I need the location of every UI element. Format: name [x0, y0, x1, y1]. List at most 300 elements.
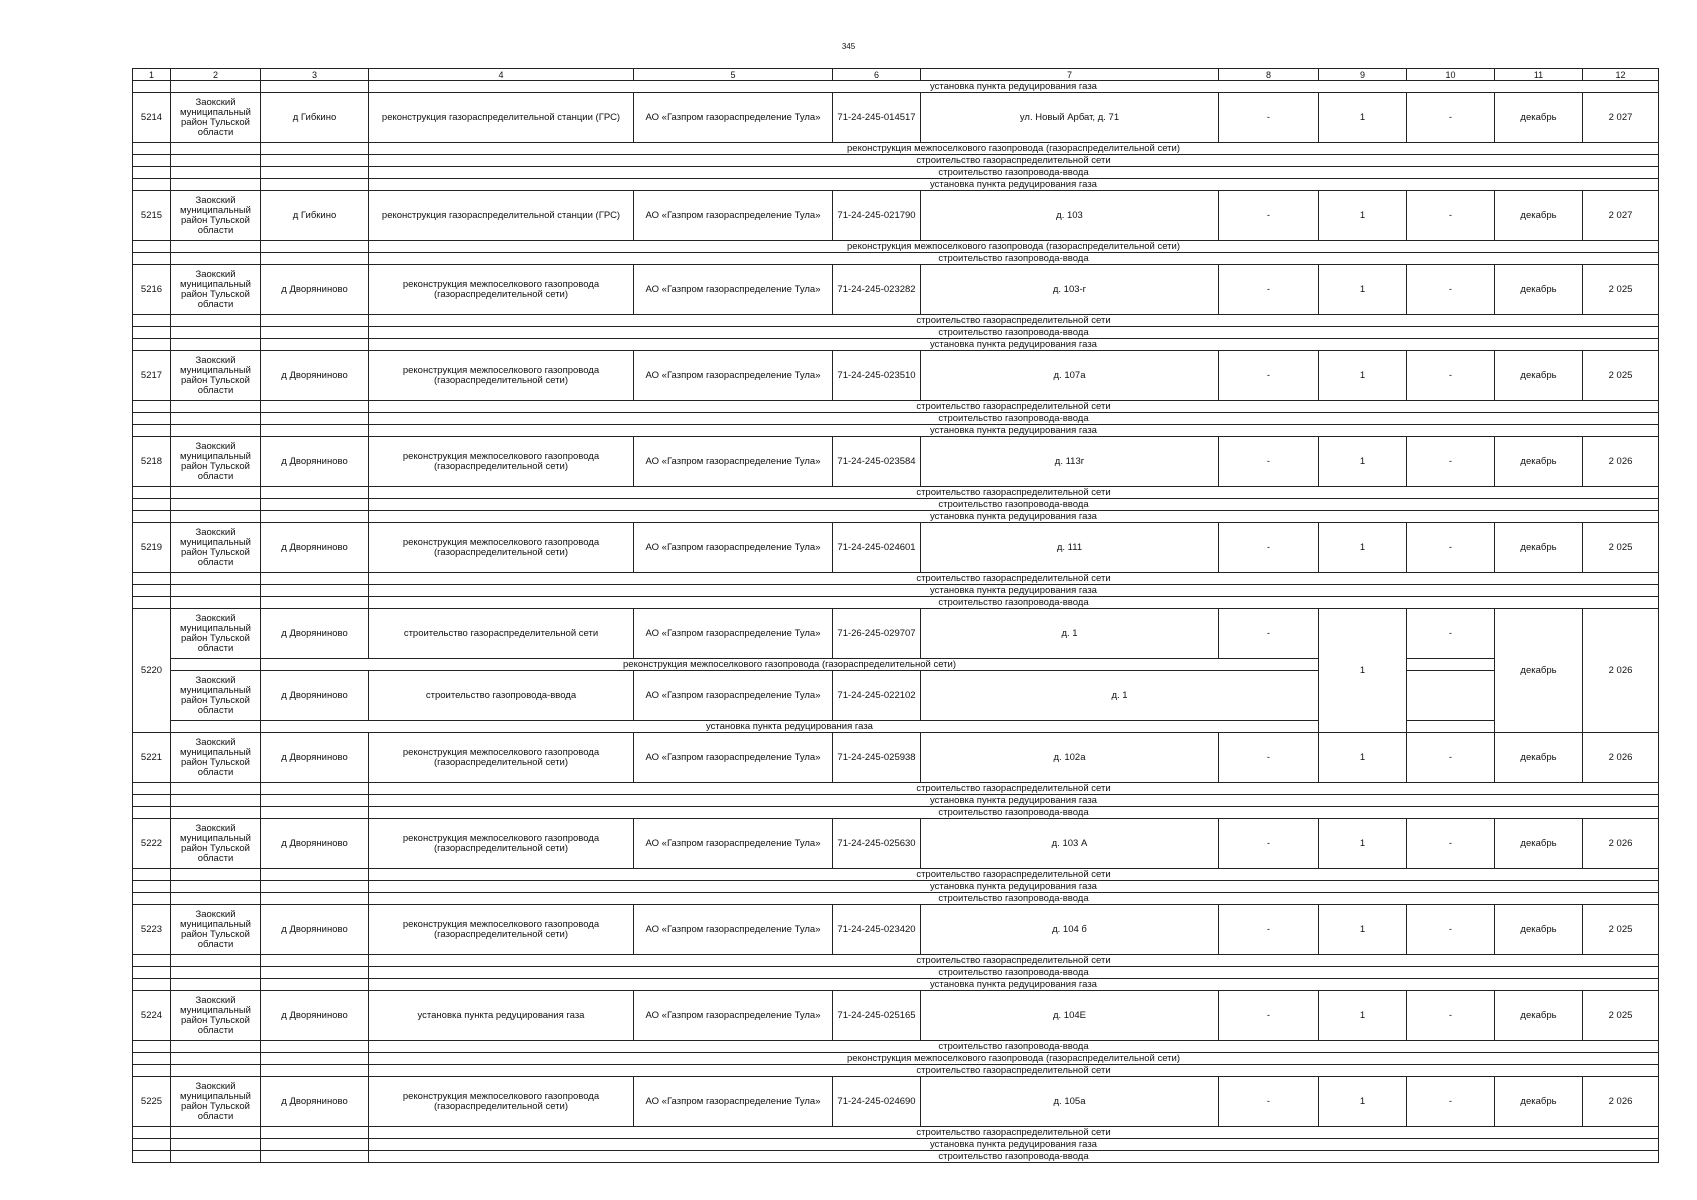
empty-cell [133, 979, 171, 991]
empty-cell [261, 167, 369, 179]
document-table-wrapper [132, 68, 1658, 1163]
work-description: установка пункта редуцирования газа [369, 81, 1659, 93]
work-type-cell: реконструкция газораспределительной станции (ГРС) [369, 93, 634, 143]
work-description: строительство газораспределительной сети [369, 155, 1659, 167]
region-cell: Заокский муниципальный район Тульской области [171, 905, 261, 955]
table-row [133, 93, 1659, 143]
work-row [133, 511, 1659, 523]
village-cell: д Дворяниново [261, 905, 369, 955]
col8-cell: - [1219, 437, 1319, 487]
village-cell: д Дворяниново [261, 437, 369, 487]
organization-cell: АО «Газпром газораспределение Тула» [634, 1077, 833, 1127]
empty-cell [133, 955, 171, 967]
work-row [133, 81, 1659, 93]
work-row [133, 659, 1659, 671]
empty-cell [171, 167, 261, 179]
work-row [133, 425, 1659, 437]
month-cell: декабрь [1495, 93, 1583, 143]
empty-cell [133, 499, 171, 511]
year-cell: 2 027 [1583, 191, 1659, 241]
col-header: 8 [1219, 69, 1319, 81]
col10-cell: - [1407, 93, 1495, 143]
empty-cell [261, 253, 369, 265]
empty-cell [171, 967, 261, 979]
col9-cell: 1 [1319, 991, 1407, 1041]
month-cell: декабрь [1495, 609, 1583, 733]
empty-cell [133, 155, 171, 167]
month-cell: декабрь [1495, 991, 1583, 1041]
empty-cell [171, 425, 261, 437]
empty-cell [133, 795, 171, 807]
table-row [133, 523, 1659, 573]
code-cell: 71-24-245-025938 [833, 733, 921, 783]
region-cell: Заокский муниципальный район Тульской области [171, 1077, 261, 1127]
empty-cell [171, 487, 261, 499]
empty-cell [261, 413, 369, 425]
work-description: строительство газопровода-ввода [369, 253, 1659, 265]
empty-cell [133, 1053, 171, 1065]
work-description: установка пункта редуцирования газа [369, 339, 1659, 351]
gasification-table [132, 68, 1659, 1163]
empty-cell [1407, 721, 1495, 733]
code-cell: 71-26-245-029707 [833, 609, 921, 659]
village-cell: д Дворяниново [261, 609, 369, 659]
empty-cell [261, 955, 369, 967]
work-row [133, 1053, 1659, 1065]
organization-cell: АО «Газпром газораспределение Тула» [634, 733, 833, 783]
col8-cell: - [1219, 191, 1319, 241]
year-cell: 2 026 [1583, 437, 1659, 487]
work-row [133, 339, 1659, 351]
empty-cell [133, 253, 171, 265]
address-cell: д. 107а [921, 351, 1219, 401]
work-description: реконструкция межпоселкового газопровода (газораспределительной сети) [369, 241, 1659, 253]
work-description: строительство газопровода-ввода [369, 1151, 1659, 1163]
work-description: установка пункта редуцирования газа [261, 721, 1319, 733]
empty-cell [133, 315, 171, 327]
code-cell: 71-24-245-025630 [833, 819, 921, 869]
code-cell: 71-24-245-021790 [833, 191, 921, 241]
empty-cell [171, 401, 261, 413]
col8-cell: - [1219, 265, 1319, 315]
empty-cell [261, 893, 369, 905]
address-cell: д. 104Е [921, 991, 1219, 1041]
empty-cell [133, 413, 171, 425]
region-cell: Заокский муниципальный район Тульской области [171, 991, 261, 1041]
work-description: строительство газораспределительной сети [369, 487, 1659, 499]
month-cell: декабрь [1495, 265, 1583, 315]
header-row [133, 69, 1659, 81]
col9-cell: 1 [1319, 265, 1407, 315]
empty-cell [133, 487, 171, 499]
empty-cell [261, 327, 369, 339]
work-row [133, 1151, 1659, 1163]
village-cell: д Дворяниново [261, 523, 369, 573]
organization-cell: АО «Газпром газораспределение Тула» [634, 905, 833, 955]
work-type-cell: реконструкция межпоселкового газопровода (газораспределительной сети) [369, 733, 634, 783]
region-cell: Заокский муниципальный район Тульской области [171, 523, 261, 573]
work-row [133, 979, 1659, 991]
empty-cell [261, 155, 369, 167]
empty-cell [133, 143, 171, 155]
empty-cell [133, 597, 171, 609]
address-cell: д. 1 [921, 609, 1219, 659]
work-type-cell: установка пункта редуцирования газа [369, 991, 634, 1041]
col10-cell: - [1407, 523, 1495, 573]
month-cell: декабрь [1495, 351, 1583, 401]
work-row [133, 487, 1659, 499]
month-cell: декабрь [1495, 191, 1583, 241]
work-description: установка пункта редуцирования газа [369, 1139, 1659, 1151]
empty-cell [133, 1151, 171, 1163]
page-number: 345 [841, 42, 856, 51]
col8-cell: - [1219, 905, 1319, 955]
col10-cell: - [1407, 437, 1495, 487]
col8-cell: - [1219, 991, 1319, 1041]
empty-cell [261, 869, 369, 881]
col10-cell: - [1407, 1077, 1495, 1127]
work-row [133, 143, 1659, 155]
empty-cell [171, 179, 261, 191]
code-cell: 71-24-245-025165 [833, 991, 921, 1041]
col9-cell: 1 [1319, 351, 1407, 401]
row-number: 5221 [133, 733, 171, 783]
work-type-cell: реконструкция межпоселкового газопровода (газораспределительной сети) [369, 265, 634, 315]
col-header: 10 [1407, 69, 1495, 81]
work-row [133, 1139, 1659, 1151]
empty-cell [171, 869, 261, 881]
month-cell: декабрь [1495, 733, 1583, 783]
col10-cell: - [1407, 609, 1495, 659]
col10-cell: - [1407, 733, 1495, 783]
table-row [133, 191, 1659, 241]
empty-cell [133, 511, 171, 523]
organization-cell: АО «Газпром газораспределение Тула» [634, 351, 833, 401]
work-description: строительство газопровода-ввода [369, 1041, 1659, 1053]
year-cell: 2 025 [1583, 351, 1659, 401]
code-cell: 71-24-245-023510 [833, 351, 921, 401]
village-cell: д Дворяниново [261, 991, 369, 1041]
work-description: строительство газопровода-ввода [369, 327, 1659, 339]
table-row [133, 351, 1659, 401]
col10-cell: - [1407, 265, 1495, 315]
work-description: строительство газопровода-ввода [369, 597, 1659, 609]
col9-cell: 1 [1319, 523, 1407, 573]
empty-cell [133, 81, 171, 93]
col10-cell: - [1407, 819, 1495, 869]
organization-cell: АО «Газпром газораспределение Тула» [634, 991, 833, 1041]
col8-cell: - [1219, 733, 1319, 783]
empty-cell [261, 967, 369, 979]
work-row [133, 1127, 1659, 1139]
village-cell: д Дворяниново [261, 671, 369, 721]
empty-cell [133, 585, 171, 597]
organization-cell: АО «Газпром газораспределение Тула» [634, 191, 833, 241]
table-row [133, 1077, 1659, 1127]
work-type-cell: строительство газопровода-ввода [369, 671, 634, 721]
empty-cell [171, 253, 261, 265]
empty-cell [133, 339, 171, 351]
work-type-cell: реконструкция межпоселкового газопровода (газораспределительной сети) [369, 819, 634, 869]
table-row [133, 991, 1659, 1041]
month-cell: декабрь [1495, 523, 1583, 573]
table-row [133, 265, 1659, 315]
col-header: 3 [261, 69, 369, 81]
col9-cell: 1 [1319, 609, 1407, 733]
work-type-cell: строительство газораспределительной сети [369, 609, 634, 659]
address-cell: д. 104 б [921, 905, 1219, 955]
work-row [133, 955, 1659, 967]
col9-cell: 1 [1319, 93, 1407, 143]
work-description: строительство газораспределительной сети [369, 1065, 1659, 1077]
work-description: реконструкция межпоселкового газопровода (газораспределительной сети) [261, 659, 1319, 671]
village-cell: д Дворяниново [261, 733, 369, 783]
work-description: строительство газопровода-ввода [369, 967, 1659, 979]
col8-cell: - [1219, 819, 1319, 869]
work-row [133, 967, 1659, 979]
village-cell: д Дворяниново [261, 1077, 369, 1127]
address-cell: д. 103-г [921, 265, 1219, 315]
empty-cell [261, 487, 369, 499]
work-description: установка пункта редуцирования газа [369, 979, 1659, 991]
work-row [133, 597, 1659, 609]
row-number: 5220 [133, 609, 171, 733]
empty-cell [261, 807, 369, 819]
col8-cell: - [1219, 93, 1319, 143]
table-row [133, 733, 1659, 783]
work-type-cell: реконструкция газораспределительной станции (ГРС) [369, 191, 634, 241]
address-cell: д. 105а [921, 1077, 1219, 1127]
table-row [133, 609, 1659, 659]
empty-cell [171, 893, 261, 905]
row-number: 5219 [133, 523, 171, 573]
year-cell: 2 025 [1583, 991, 1659, 1041]
work-type-cell: реконструкция межпоселкового газопровода (газораспределительной сети) [369, 523, 634, 573]
table-row [133, 819, 1659, 869]
work-row [133, 155, 1659, 167]
work-description: строительство газораспределительной сети [369, 401, 1659, 413]
region-cell: Заокский муниципальный район Тульской области [171, 351, 261, 401]
empty-cell [133, 893, 171, 905]
region-cell: Заокский муниципальный район Тульской области [171, 733, 261, 783]
village-cell: д Дворяниново [261, 351, 369, 401]
region-cell: Заокский муниципальный район Тульской области [171, 609, 261, 659]
address-cell: д. 113г [921, 437, 1219, 487]
empty-cell [171, 783, 261, 795]
empty-cell [171, 1127, 261, 1139]
empty-cell [133, 783, 171, 795]
empty-cell [261, 179, 369, 191]
month-cell: декабрь [1495, 819, 1583, 869]
empty-cell [261, 1065, 369, 1077]
work-row [133, 499, 1659, 511]
col-header: 6 [833, 69, 921, 81]
table-row [133, 905, 1659, 955]
year-cell: 2 026 [1583, 609, 1659, 733]
year-cell: 2 026 [1583, 1077, 1659, 1127]
empty-cell [261, 585, 369, 597]
work-description: строительство газораспределительной сети [369, 315, 1659, 327]
col9-cell: 1 [1319, 437, 1407, 487]
row-number: 5223 [133, 905, 171, 955]
work-row [133, 721, 1659, 733]
month-cell: декабрь [1495, 1077, 1583, 1127]
work-row [133, 869, 1659, 881]
empty-cell [171, 979, 261, 991]
organization-cell: АО «Газпром газораспределение Тула» [634, 437, 833, 487]
col9-cell: 1 [1319, 733, 1407, 783]
table-row [133, 437, 1659, 487]
village-cell: д Дворяниново [261, 819, 369, 869]
month-cell: декабрь [1495, 905, 1583, 955]
empty-cell [171, 1065, 261, 1077]
empty-cell [261, 795, 369, 807]
empty-cell [171, 511, 261, 523]
empty-cell [133, 967, 171, 979]
work-row [133, 241, 1659, 253]
work-row [133, 1065, 1659, 1077]
month-cell: декабрь [1495, 437, 1583, 487]
work-row [133, 401, 1659, 413]
year-cell: 2 026 [1583, 733, 1659, 783]
empty-cell [171, 807, 261, 819]
empty-cell [171, 573, 261, 585]
empty-cell [133, 425, 171, 437]
work-type-cell: реконструкция межпоселкового газопровода (газораспределительной сети) [369, 437, 634, 487]
work-description: строительство газопровода-ввода [369, 893, 1659, 905]
code-cell: 71-24-245-023584 [833, 437, 921, 487]
year-cell: 2 026 [1583, 819, 1659, 869]
empty-cell [1407, 659, 1495, 671]
work-description: строительство газораспределительной сети [369, 783, 1659, 795]
row-number: 5217 [133, 351, 171, 401]
work-description: установка пункта редуцирования газа [369, 179, 1659, 191]
empty-cell [171, 499, 261, 511]
empty-cell [261, 597, 369, 609]
col-header: 11 [1495, 69, 1583, 81]
empty-cell [171, 721, 261, 733]
region-cell: Заокский муниципальный район Тульской области [171, 437, 261, 487]
empty-cell [133, 1041, 171, 1053]
work-row [133, 585, 1659, 597]
work-row [133, 795, 1659, 807]
work-description: строительство газораспределительной сети [369, 955, 1659, 967]
empty-cell [261, 1041, 369, 1053]
work-row [133, 413, 1659, 425]
empty-cell [261, 1053, 369, 1065]
empty-cell [171, 315, 261, 327]
empty-cell [171, 1041, 261, 1053]
address-cell: д. 111 [921, 523, 1219, 573]
work-row [133, 893, 1659, 905]
empty-cell [133, 167, 171, 179]
empty-cell [261, 881, 369, 893]
organization-cell: АО «Газпром газораспределение Тула» [634, 523, 833, 573]
empty-cell [171, 241, 261, 253]
empty-cell [171, 339, 261, 351]
year-cell: 2 025 [1583, 905, 1659, 955]
work-row [133, 1041, 1659, 1053]
village-cell: д Гибкино [261, 93, 369, 143]
empty-cell [171, 327, 261, 339]
col-header: 5 [634, 69, 833, 81]
year-cell: 2 025 [1583, 265, 1659, 315]
work-description: реконструкция межпоселкового газопровода (газораспределительной сети) [369, 143, 1659, 155]
code-cell: 71-24-245-022102 [833, 671, 921, 721]
code-cell: 71-24-245-024601 [833, 523, 921, 573]
organization-cell: АО «Газпром газораспределение Тула» [634, 671, 833, 721]
village-cell: д Гибкино [261, 191, 369, 241]
row-number: 5224 [133, 991, 171, 1041]
year-cell: 2 025 [1583, 523, 1659, 573]
region-cell: Заокский муниципальный район Тульской области [171, 819, 261, 869]
organization-cell: АО «Газпром газораспределение Тула» [634, 93, 833, 143]
col9-cell: 1 [1319, 1077, 1407, 1127]
empty-cell [133, 241, 171, 253]
work-description: установка пункта редуцирования газа [369, 795, 1659, 807]
work-description: строительство газораспределительной сети [369, 1127, 1659, 1139]
work-description: установка пункта редуцирования газа [369, 425, 1659, 437]
empty-cell [261, 979, 369, 991]
work-row [133, 253, 1659, 265]
empty-cell [133, 179, 171, 191]
village-cell: д Дворяниново [261, 265, 369, 315]
address-cell: д. 1 [921, 671, 1319, 721]
code-cell: 71-24-245-023420 [833, 905, 921, 955]
col8-cell: - [1219, 1077, 1319, 1127]
row-number: 5215 [133, 191, 171, 241]
region-cell: Заокский муниципальный район Тульской области [171, 93, 261, 143]
empty-cell [133, 1127, 171, 1139]
table-row [133, 671, 1659, 721]
empty-cell [261, 315, 369, 327]
empty-cell [261, 573, 369, 585]
col-header: 12 [1583, 69, 1659, 81]
empty-cell [261, 339, 369, 351]
empty-cell [171, 81, 261, 93]
row-number: 5214 [133, 93, 171, 143]
empty-cell [261, 401, 369, 413]
work-description: реконструкция межпоселкового газопровода (газораспределительной сети) [369, 1053, 1659, 1065]
region-cell: Заокский муниципальный район Тульской области [171, 265, 261, 315]
empty-cell [133, 573, 171, 585]
work-description: строительство газопровода-ввода [369, 167, 1659, 179]
work-description: строительство газораспределительной сети [369, 573, 1659, 585]
col10-cell: - [1407, 351, 1495, 401]
col-header: 7 [921, 69, 1219, 81]
address-cell: д. 103 А [921, 819, 1219, 869]
empty-cell [171, 1139, 261, 1151]
empty-cell [171, 413, 261, 425]
work-row [133, 167, 1659, 179]
work-description: строительство газопровода-ввода [369, 499, 1659, 511]
organization-cell: АО «Газпром газораспределение Тула» [634, 819, 833, 869]
row-number: 5216 [133, 265, 171, 315]
empty-cell [261, 783, 369, 795]
work-type-cell: реконструкция межпоселкового газопровода (газораспределительной сети) [369, 905, 634, 955]
empty-cell [171, 155, 261, 167]
row-number: 5225 [133, 1077, 171, 1127]
organization-cell: АО «Газпром газораспределение Тула» [634, 609, 833, 659]
work-row [133, 573, 1659, 585]
row-number: 5218 [133, 437, 171, 487]
empty-cell [261, 81, 369, 93]
empty-cell [171, 881, 261, 893]
work-type-cell: реконструкция межпоселкового газопровода (газораспределительной сети) [369, 1077, 634, 1127]
empty-cell [171, 1053, 261, 1065]
empty-cell [171, 585, 261, 597]
empty-cell [133, 327, 171, 339]
